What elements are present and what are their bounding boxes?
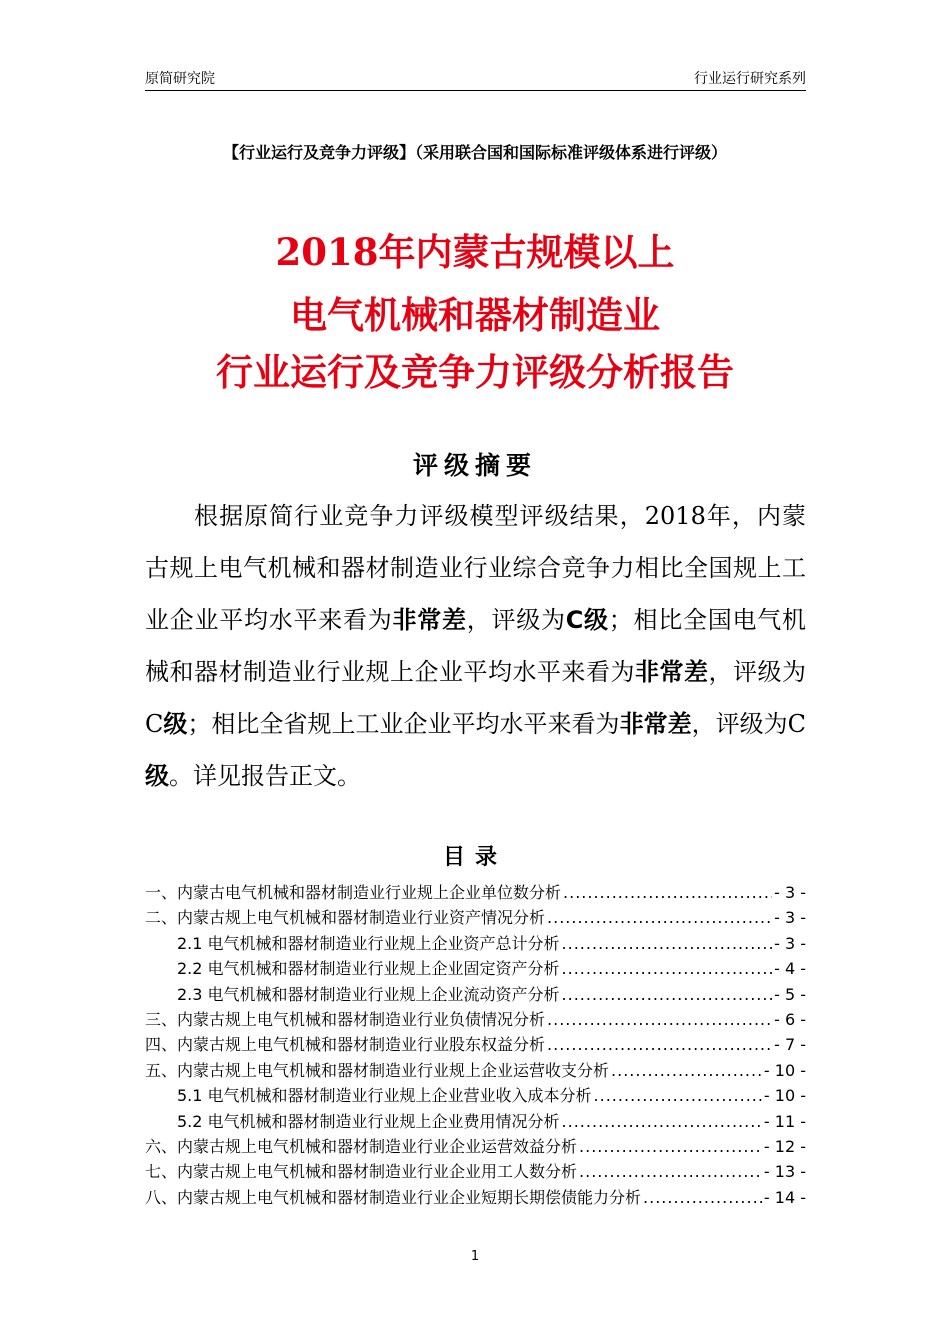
toc-item-page: - 12 -: [763, 1136, 806, 1156]
toc-item-page: - 14 -: [763, 1187, 806, 1207]
toc-item-page: - 3 -: [774, 883, 806, 902]
toc-item-label: 一、内蒙古电气机械和器材制造业行业规上企业单位数分析: [145, 883, 562, 902]
toc-item[interactable]: [145, 1007, 806, 1032]
summary-text-7: 。详见报告正文。: [169, 762, 361, 790]
table-of-contents: [145, 880, 806, 1210]
toc-item[interactable]: [145, 1083, 806, 1108]
title-line-1: 2018年内蒙古规模以上: [275, 230, 675, 274]
toc-item-label: 2.3 电气机械和器材制造业行业规上企业流动资产分析: [177, 984, 560, 1004]
toc-item[interactable]: [145, 956, 806, 981]
summary-text-6: ，评级为C: [691, 710, 807, 738]
toc-item-page: - 7 -: [774, 1035, 806, 1055]
toc-item-label: 2.2 电气机械和器材制造业行业规上企业固定资产分析: [177, 959, 560, 979]
summary-bold-2: C级: [565, 606, 609, 634]
summary-text-2: ，评级为: [466, 606, 566, 634]
toc-item-label: 5.1 电气机械和器材制造业行业规上企业营业收入成本分析: [177, 1086, 592, 1106]
toc-item[interactable]: [145, 880, 806, 905]
toc-item-page: - 4 -: [774, 959, 806, 979]
summary-bold-5: 非常差: [619, 710, 692, 738]
toc-item[interactable]: [145, 1032, 806, 1057]
toc-item-label: 七、内蒙古规上电气机械和器材制造业行业企业用工人数分析: [145, 1162, 578, 1182]
toc-item[interactable]: [145, 1159, 806, 1184]
toc-item-page: - 11 -: [763, 1111, 806, 1131]
page-header: [145, 66, 806, 91]
header-organization: 原简研究院: [145, 71, 215, 87]
toc-item[interactable]: [145, 905, 806, 930]
summary-bold-4: 级: [163, 710, 188, 738]
toc-item-label: 5.2 电气机械和器材制造业行业规上企业费用情况分析: [177, 1111, 560, 1131]
summary-text-5: ；相比全省规上工业企业平均水平来看为: [187, 710, 620, 738]
toc-item-label: 2.1 电气机械和器材制造业行业规上企业资产总计分析: [177, 933, 560, 953]
toc-item-page: - 3 -: [774, 933, 806, 953]
toc-item[interactable]: [145, 931, 806, 956]
summary-text-4: ，评级为C: [145, 658, 806, 738]
toc-item-page: - 13 -: [763, 1162, 806, 1182]
header-series: 行业运行研究系列: [694, 71, 806, 87]
summary-bold-1: 非常差: [392, 606, 467, 634]
toc-item-label: 五、内蒙古规上电气机械和器材制造业行业规上企业运营收支分析: [145, 1060, 610, 1080]
toc-item-page: - 10 -: [763, 1060, 806, 1080]
rating-note: 【行业运行及竞争力评级】（采用联合国和国际标准评级体系进行评级）: [222, 143, 727, 162]
toc-item-label: 二、内蒙古规上电气机械和器材制造业行业资产情况分析: [145, 908, 546, 928]
toc-item-label: 四、内蒙古规上电气机械和器材制造业行业股东权益分析: [145, 1035, 546, 1055]
toc-item[interactable]: [145, 1058, 806, 1083]
summary-text-3: ；相比全国电气机械和器材制造业行业规上企业平均水平来看为: [145, 606, 807, 686]
toc-item[interactable]: [145, 1134, 806, 1159]
toc-item-page: - 5 -: [774, 984, 806, 1004]
toc-heading: 目录: [442, 845, 507, 870]
summary-bold-3: 非常差: [635, 658, 709, 686]
summary-text-1: 根据原简行业竞争力评级模型评级结果，2018年，内蒙古规上电气机械和器材制造业行业综合竞争力相比全国规上工业企业平均水平来看为: [145, 502, 806, 634]
toc-item[interactable]: [145, 1185, 806, 1210]
summary-paragraph: [145, 490, 806, 802]
title-line-2: 电气机械和器材制造业: [290, 293, 660, 337]
toc-item-label: 六、内蒙古规上电气机械和器材制造业行业企业运营效益分析: [145, 1136, 578, 1156]
summary-heading: 评级摘要: [412, 451, 537, 480]
toc-item-page: - 10 -: [763, 1086, 806, 1106]
toc-item-label: 八、内蒙古规上电气机械和器材制造业行业企业短期长期偿债能力分析: [145, 1187, 642, 1207]
page-number: 1: [470, 1249, 480, 1264]
summary-bold-6: 级: [145, 762, 169, 790]
title-line-3: 行业运行及竞争力评级分析报告: [216, 350, 734, 394]
toc-item-page: - 6 -: [774, 1009, 806, 1029]
toc-item[interactable]: [145, 982, 806, 1007]
toc-item-page: - 3 -: [774, 908, 806, 928]
toc-item[interactable]: [145, 1109, 806, 1134]
toc-item-label: 三、内蒙古规上电气机械和器材制造业行业负债情况分析: [145, 1009, 546, 1029]
